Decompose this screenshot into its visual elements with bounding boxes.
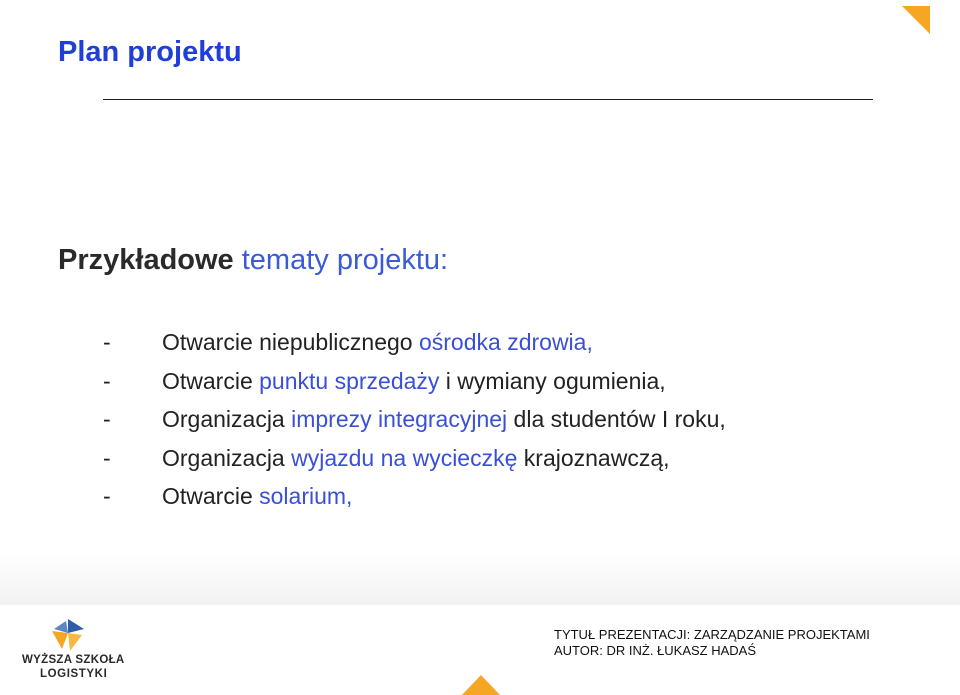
bottom-triangle-icon: [462, 675, 500, 695]
logo-icon: [48, 619, 88, 653]
list-item-segment: wyjazdu na wycieczkę: [291, 444, 518, 471]
list-dash: -: [103, 444, 111, 471]
logo-text-line1: WYŻSZA SZKOŁA: [22, 654, 125, 666]
list-dash: -: [103, 329, 111, 355]
list-item-segment: dla studentów I roku,: [507, 406, 726, 432]
list-item-segment: imprezy integracyjnej: [291, 406, 508, 432]
list-item-text: [162, 362, 666, 400]
section-heading-part2: tematy projektu:: [241, 244, 449, 276]
list-item-segment: krajoznawczą,: [517, 444, 670, 471]
list-item-segment: Otwarcie: [162, 483, 260, 509]
list-item-segment: solarium,: [259, 483, 353, 509]
section-heading-part1: Przykładowe: [58, 244, 234, 276]
list-item-text: [162, 477, 352, 515]
presentation-author: AUTOR: DR INŻ. ŁUKASZ HADAŚ: [554, 643, 757, 658]
slide-title: Plan projektu: [58, 36, 242, 68]
list-item-text: [162, 400, 726, 438]
list-item-segment: Organizacja: [162, 406, 292, 432]
presentation-title: TYTUŁ PREZENTACJI: ZARZĄDZANIE PROJEKTAMI: [554, 627, 870, 642]
list-dash: -: [103, 483, 111, 509]
list-item-segment: i wymiany ogumienia,: [439, 367, 666, 394]
footer-gradient: [0, 550, 960, 605]
list-item-segment: Otwarcie niepublicznego: [162, 329, 419, 355]
section-heading: [58, 244, 448, 277]
list-item-text: [162, 439, 670, 477]
title-divider: [103, 99, 873, 100]
logo-text-line2: LOGISTYKI: [40, 668, 108, 680]
corner-triangle-icon: [902, 6, 930, 34]
list-item-segment: ośrodka zdrowia,: [418, 329, 593, 355]
list-item-segment: Organizacja: [162, 444, 292, 471]
list-item-text: [162, 323, 593, 361]
list-dash: -: [103, 367, 111, 394]
list-item-segment: punktu sprzedaży: [259, 367, 440, 394]
list-dash: -: [103, 406, 111, 432]
list-item-segment: Otwarcie: [162, 367, 260, 394]
